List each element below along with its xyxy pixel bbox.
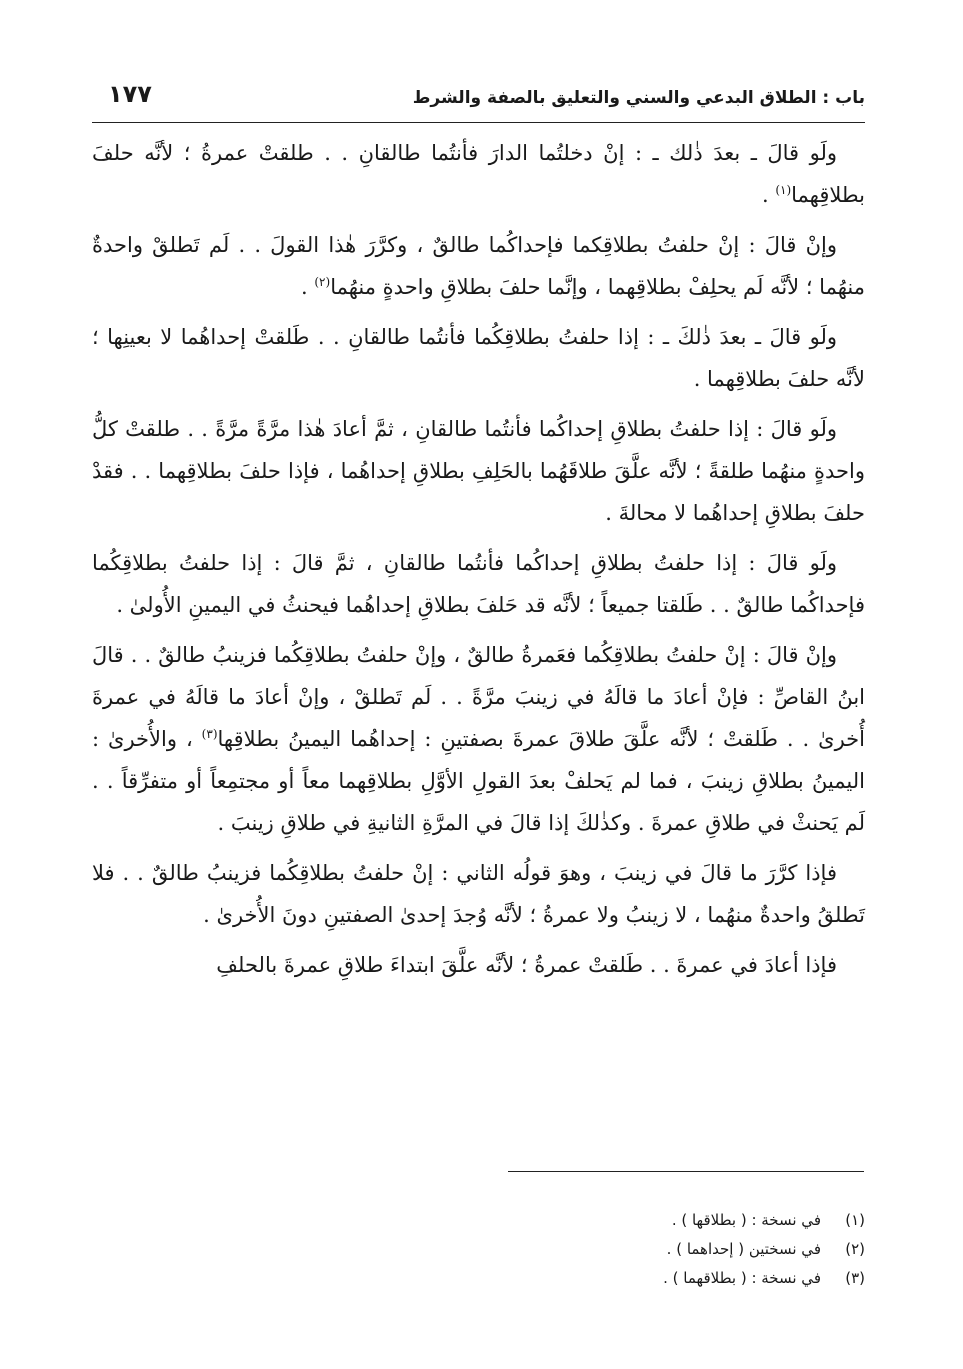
running-header — [92, 80, 865, 120]
footnote — [92, 1235, 865, 1264]
chapter-title: باب : الطلاق البدعي والسني والتعليق بالصفة والشرط — [412, 88, 865, 108]
footnote-text: في نسخة : ( بطلاقها ) . — [671, 1211, 821, 1229]
footnote-text: في نسخة : ( بطلاقهما ) . — [663, 1269, 821, 1287]
footnote-number: (٣) — [845, 1269, 865, 1287]
page-number: ١٧٧ — [108, 80, 152, 108]
paragraph: ولَو قالَ : إذا حلفتُ بطلاقِ إحداكُما فأنتُما طالقانِ ، ثمَّ أعادَ هٰذا مرَّةً مرَّةً . . طلقتْ كلُّ واحدةٍ منهُما طلقةً ؛ لأنَّه علَّقَ طلاقَهُما بالحَلِفِ بطلاقِ إحداهُما ، فإذا حلفَ بطلاقِهما . . فقدْ حلفَ بطلاقِ إحداهُما لا محالةَ . — [92, 417, 865, 525]
paragraph: وإنْ قالَ : إنْ حلفتُ بطلاقِكُما فعَمرةُ طالقٌ ، وإنْ حلفتُ بطلاقِكُما فزينبُ طالقٌ . . قالَ ابنُ القاصِّ : فإنْ أعادَ ما قالَهُ في زينبَ مرَّةً . . لَم تَطلقْ ، وإنْ أعادَ ما قالَهُ في عمرةَ أُخرىٰ . . طَلقتْ ؛ لأنَّه علَّقَ طلاقَ عمرةَ بصفتينِ : إحداهُما اليمينُ بطلاقِها$^{(٣)}$ ، والأُخرىٰ : اليمينُ بطلاقِ زينبَ ، فما لم يَحلفْ بعدَ القولِ الأوَّلِ بطلاقِهما معاً أو مجتمِعاً أو متفرِّقاً . . لَم يَحنثْ في طلاقِ عمرةَ . وكذٰلكَ إذا قالَ في المرَّةِ الثانيةِ في طلاقِ زينبَ . — [92, 643, 865, 835]
footnote-number: (٢) — [845, 1240, 865, 1258]
paragraph: ولَو قالَ ـ بعدَ ذٰلكَ ـ : إذا حلفتُ بطلاقِكُما فأنتُما طالقانِ . . طَلقتْ إحداهُما لا بعينِها ؛ لأنَّه حلفَ بطلاقِهما . — [92, 325, 865, 391]
main-text — [92, 132, 865, 994]
footnote — [92, 1264, 865, 1293]
paragraph: ولَو قالَ ـ بعدَ ذٰلك ـ : إنْ دخلتُما الدارَ فأنتُما طالقانِ . . طلقتْ عمرةُ ؛ لأنَّه حلفَ بطلاقِهما$^{(١)}$ . — [92, 141, 865, 207]
paragraph: فإذا أعادَ في عمرةَ . . طَلقتْ عمرةُ ؛ لأنَّه علَّقَ ابتداءَ طلاقِ عمرةَ بالحلفِ — [216, 953, 837, 977]
footnote-text: في نسختين ( إحداهما ) . — [666, 1240, 821, 1258]
footnote-divider — [508, 1171, 864, 1172]
paragraph: وإنْ قالَ : إنْ حلفتُ بطلاقِكما فإحداكُما طالقٌ ، وكرَّرَ هٰذا القولَ . . لَم تَطلقْ واحدةٌ منهُما ؛ لأنَّه لَم يحلِفْ بطلاقِهما ، وإنَّما حلفَ بطلاقِ واحدةٍ منهُما$^{(٢)}$ . — [92, 233, 865, 299]
footnote-number: (١) — [845, 1211, 865, 1229]
paragraph: ولَو قالَ : إذا حلفتُ بطلاقِ إحداكُما فأنتُما طالقانِ ، ثمَّ قالَ : إذا حلفتُ بطلاقِكُما فإحداكُما طالقٌ . . طَلقتا جميعاً ؛ لأنَّه قد حَلفَ بطلاقِ إحداهُما فيحنثُ في اليمينِ الأُولىٰ . — [92, 551, 865, 617]
footnote-marker: (٣) — [201, 727, 218, 741]
paragraph: فإذا كرَّرَ ما قالَ في زينبَ ، وهوَ قولُه الثاني : إنْ حلفتُ بطلاقِكُما فزينبُ طالقٌ . . فلا تَطلقُ واحدةٌ منهُما ، لا زينبُ ولا عمرةُ ؛ لأنَّه وُجدَ إحدىٰ الصفتينِ دونَ الأُخرىٰ . — [92, 861, 865, 927]
footnotes — [92, 1206, 865, 1293]
footnote — [92, 1206, 865, 1235]
footnote-marker: (٢) — [314, 275, 331, 289]
header-divider — [92, 122, 865, 123]
footnote-marker: (١) — [775, 183, 792, 197]
